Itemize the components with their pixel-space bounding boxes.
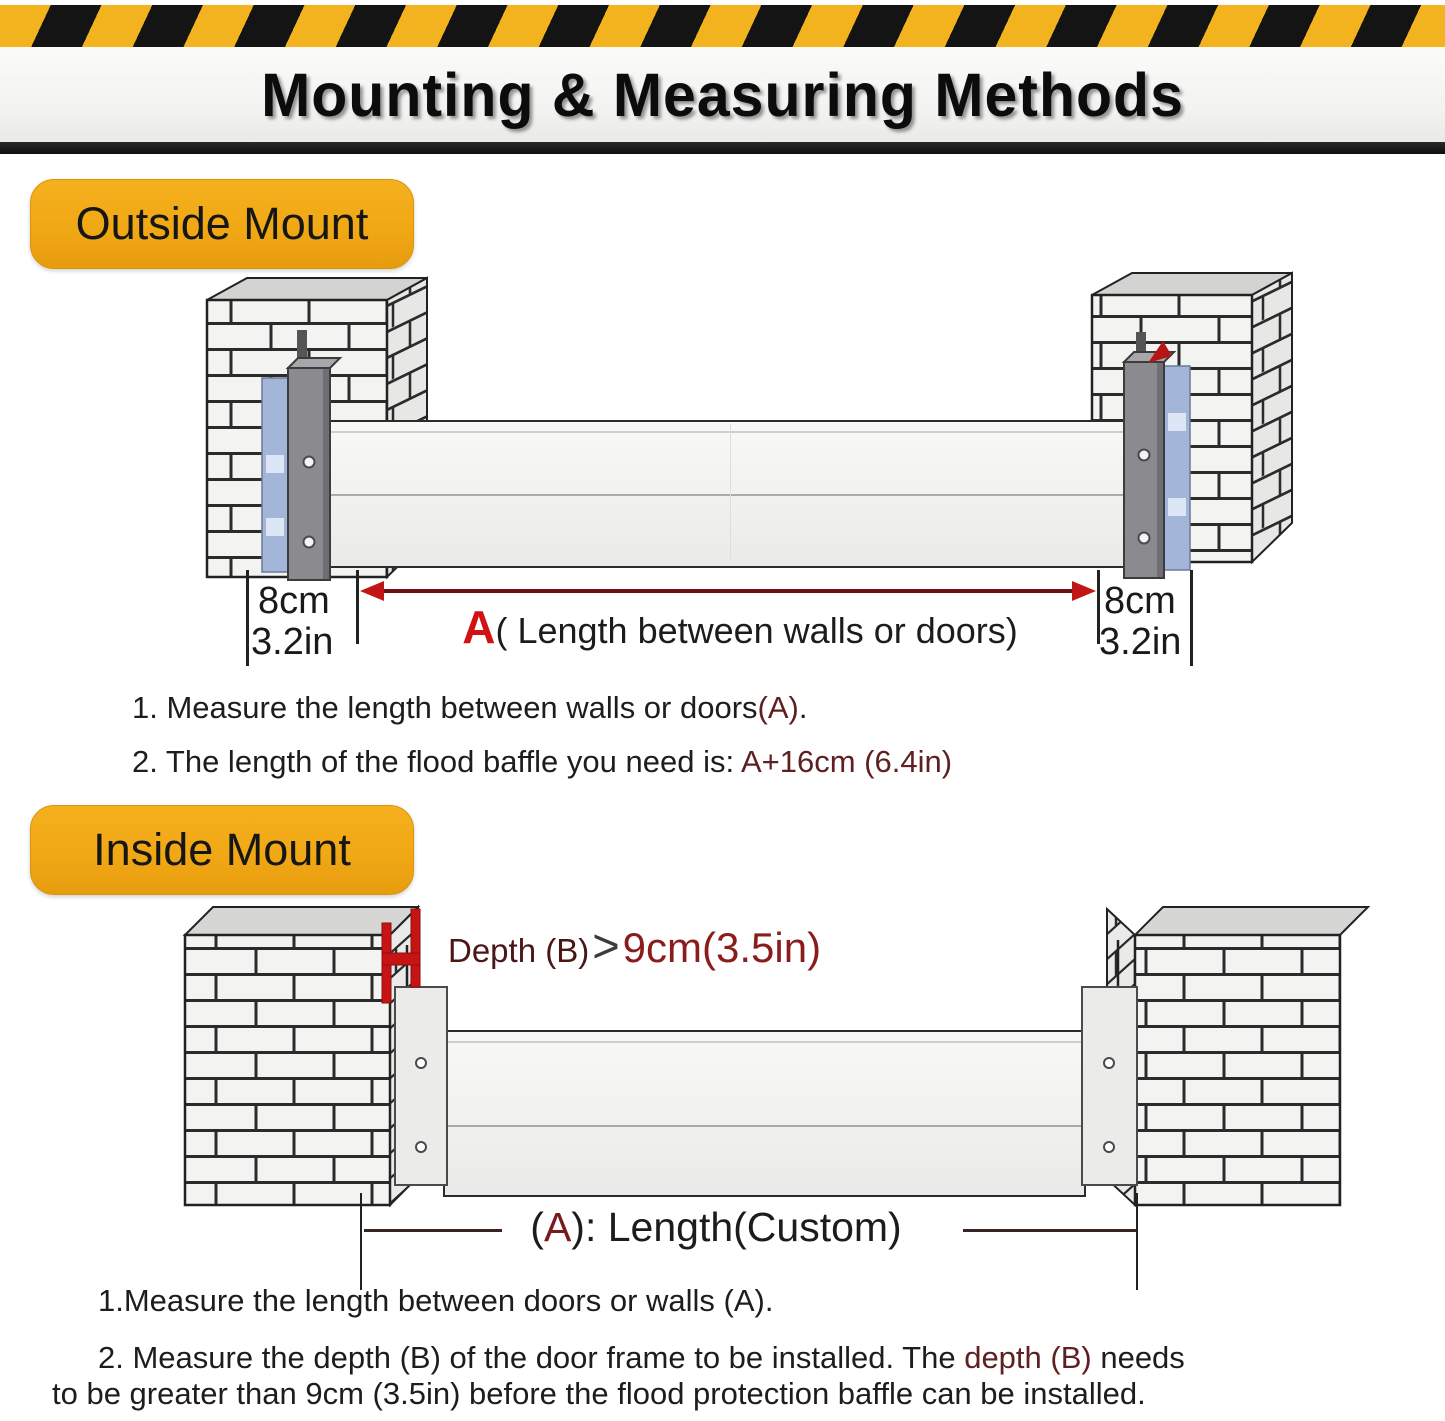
- banner-divider: [0, 142, 1445, 154]
- screw-hole: [416, 1058, 426, 1068]
- panel-seam: [445, 1125, 1084, 1127]
- step-text: needs: [1091, 1340, 1185, 1375]
- dimension-tick: [356, 570, 359, 644]
- screw-hole: [304, 457, 315, 468]
- outside-mount-badge: [30, 179, 414, 269]
- mounting-bracket: [395, 987, 447, 1185]
- dimension-tick: [360, 1193, 362, 1290]
- inside-mount-badge: [30, 805, 414, 895]
- paren-open: (: [530, 1204, 544, 1250]
- inside-step-2-line-2: to be greater than 9cm (3.5in) before the flood protection baffle can be installed.: [52, 1376, 1146, 1411]
- arrow-head-left: [360, 581, 384, 601]
- arrow-shaft: [372, 589, 1084, 593]
- screw-hole: [1139, 533, 1150, 544]
- blue-seal-channel: [262, 378, 288, 572]
- bracket-shade-edge: [1157, 363, 1163, 577]
- mounting-bracket: [1082, 987, 1137, 1185]
- outside-step-1: [132, 690, 952, 726]
- channel-slot: [1168, 498, 1186, 516]
- flood-baffle-panel-inside: [443, 1030, 1086, 1197]
- inside-step-2-line-1: [98, 1340, 1185, 1376]
- screw-hole: [1104, 1058, 1114, 1068]
- dimension-tick: [1190, 570, 1193, 666]
- screw-hole: [304, 537, 315, 548]
- dimension-tick: [246, 570, 249, 666]
- step-text: 2. Measure the depth (B) of the door frame to be installed. The: [98, 1340, 965, 1375]
- depth-marker-bar: [411, 909, 420, 987]
- inside-step-1: 1.Measure the length between doors or walls (A).: [98, 1283, 774, 1318]
- offset-left-in: 3.2in: [251, 621, 334, 663]
- length-label-text: ): Length(Custom): [571, 1204, 902, 1250]
- hazard-stripe-banner: [0, 5, 1445, 47]
- mounting-hardware-inside-right: [1065, 895, 1370, 1227]
- depth-annotation: [448, 918, 821, 973]
- page-title: Mounting & Measuring Methods: [261, 60, 1184, 129]
- dimension-label-text: ( Length between walls or doors): [495, 610, 1018, 651]
- blue-seal-channel: [1164, 366, 1190, 570]
- title-banner: [0, 47, 1445, 142]
- step-text: 1. Measure the length between walls or doors: [132, 690, 758, 725]
- offset-right-in: 3.2in: [1099, 621, 1182, 663]
- step-highlight: (A): [757, 690, 799, 725]
- mounting-hardware-inside-left: [175, 895, 465, 1227]
- offset-right-cm: 8cm: [1104, 580, 1176, 622]
- depth-value: 9cm(3.5in): [622, 924, 822, 971]
- mounting-hardware-outside-left: [190, 270, 435, 592]
- inside-mount-label: Inside Mount: [93, 824, 351, 875]
- outside-step-2: [132, 744, 952, 780]
- step-text: 2. The length of the flood baffle you need is:: [132, 744, 741, 779]
- dimension-letter-a: A: [543, 1204, 572, 1250]
- panel-joint-line: [730, 424, 731, 561]
- offset-left-cm: 8cm: [258, 580, 330, 622]
- greater-than-sign: >: [592, 919, 620, 972]
- length-arrow: [360, 581, 1096, 601]
- dimension-letter-a: A: [462, 601, 496, 653]
- dimension-tick: [1136, 1193, 1138, 1290]
- screw-hole: [1104, 1142, 1114, 1152]
- channel-slot: [266, 455, 284, 473]
- screw-hole: [1139, 450, 1150, 461]
- screw-hole: [416, 1142, 426, 1152]
- arrow-head-right: [1072, 581, 1096, 601]
- bracket-shade-edge: [323, 369, 329, 579]
- step-highlight: A+16cm (6.4in): [740, 744, 953, 779]
- step-text: .: [798, 690, 808, 725]
- channel-slot: [1168, 413, 1186, 431]
- depth-marker-crossbar: [382, 953, 420, 965]
- dimension-segment: [963, 1229, 1138, 1232]
- custom-length-label: [470, 1204, 962, 1251]
- flood-baffle-panel-outside: [310, 420, 1150, 568]
- mounting-hardware-outside-right: [1060, 263, 1310, 585]
- panel-top-lip: [445, 1041, 1084, 1043]
- channel-slot: [266, 518, 284, 536]
- outside-mount-steps: [132, 690, 952, 798]
- outside-mount-label: Outside Mount: [75, 198, 369, 249]
- step-highlight: depth (B): [964, 1340, 1092, 1375]
- length-arrow-label: [390, 600, 1090, 654]
- bracket-top-cap: [288, 358, 340, 368]
- depth-label: Depth (B): [448, 932, 590, 969]
